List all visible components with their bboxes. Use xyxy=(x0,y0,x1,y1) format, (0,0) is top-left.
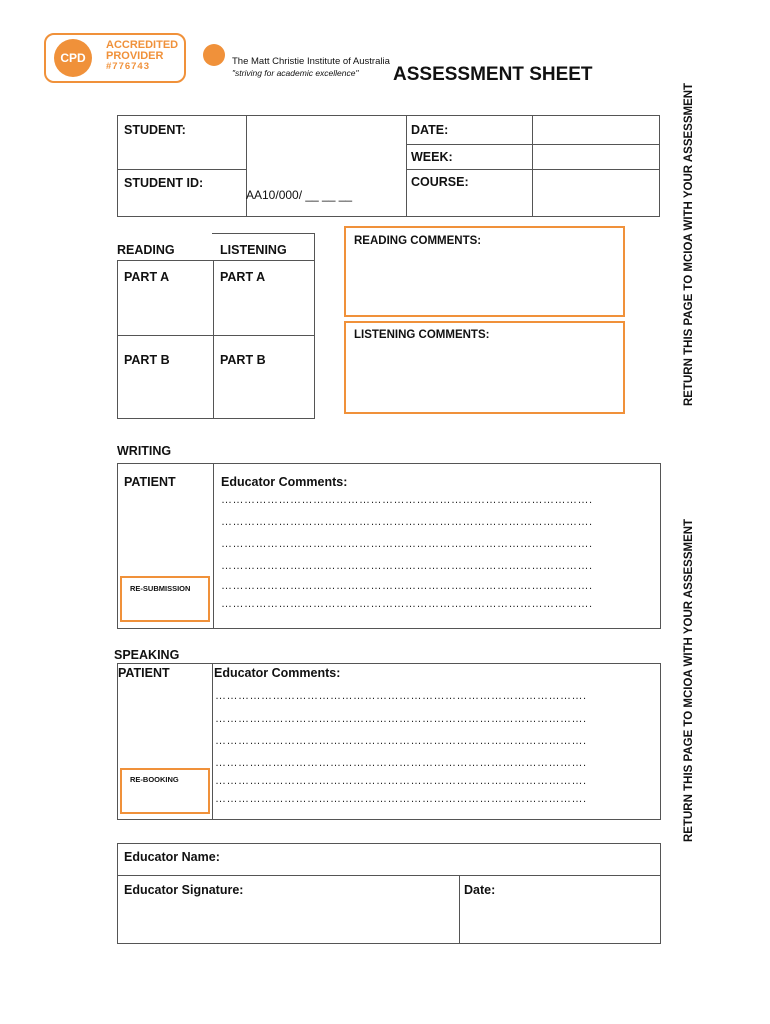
student-label: STUDENT: xyxy=(124,123,186,137)
side-return-notice-bottom: RETURN THIS PAGE TO MCIOA WITH YOUR ASSESSMENT xyxy=(683,518,695,842)
resubmission-label: RE-SUBMISSION xyxy=(130,584,191,593)
listening-heading: LISTENING xyxy=(220,243,287,257)
speaking-comment-line[interactable]: ……………………………………………………………………………………. xyxy=(215,735,587,747)
educator-name-field[interactable] xyxy=(230,844,660,874)
week-label: WEEK: xyxy=(411,150,453,164)
rebooking-label: RE-BOOKING xyxy=(130,775,179,784)
course-label: COURSE: xyxy=(411,175,469,189)
signoff-date-label: Date: xyxy=(464,883,496,897)
reading-heading: READING xyxy=(117,243,175,257)
speaking-comment-line[interactable]: ……………………………………………………………………………………. xyxy=(215,690,587,702)
student-field[interactable] xyxy=(246,116,404,168)
writing-comment-line[interactable]: ……………………………………………………………………………………. xyxy=(221,598,593,610)
reading-part-b: PART B xyxy=(124,353,170,367)
date-label: DATE: xyxy=(411,123,449,137)
institute-logo-icon xyxy=(203,44,225,66)
speaking-comment-line[interactable]: ……………………………………………………………………………………. xyxy=(215,757,587,769)
educator-name-label: Educator Name: xyxy=(124,850,220,864)
writing-comment-line[interactable]: ……………………………………………………………………………………. xyxy=(221,538,593,550)
speaking-comment-line[interactable]: ……………………………………………………………………………………. xyxy=(215,775,587,787)
cpd-logo-icon: CPD xyxy=(54,39,92,77)
resubmission-box[interactable] xyxy=(120,576,210,622)
badge-number: #776743 xyxy=(106,61,150,72)
writing-comment-line[interactable]: ……………………………………………………………………………………. xyxy=(221,580,593,592)
educator-signature-field[interactable] xyxy=(118,900,458,942)
writing-comment-line[interactable]: ……………………………………………………………………………………. xyxy=(221,516,593,528)
institute-tagline: "striving for academic excellence" xyxy=(232,68,359,78)
institute-name: The Matt Christie Institute of Australia xyxy=(232,56,390,67)
writing-patient-label: PATIENT xyxy=(124,475,176,489)
student-id-field[interactable]: AA10/000/ __ __ __ xyxy=(246,188,353,202)
speaking-heading: SPEAKING xyxy=(114,648,180,662)
page-title: ASSESSMENT SHEET xyxy=(393,64,593,85)
speaking-patient-label: PATIENT xyxy=(118,666,170,680)
speaking-comment-line[interactable]: ……………………………………………………………………………………. xyxy=(215,713,587,725)
speaking-comment-line[interactable]: ……………………………………………………………………………………. xyxy=(215,793,587,805)
listening-comments-label: LISTENING COMMENTS: xyxy=(354,329,490,341)
reading-part-a: PART A xyxy=(124,270,170,284)
reading-comments-label: READING COMMENTS: xyxy=(354,235,482,247)
badge-accredited-text: ACCREDITED PROVIDER xyxy=(106,39,179,62)
writing-comment-line[interactable]: ……………………………………………………………………………………. xyxy=(221,494,593,506)
course-field[interactable] xyxy=(533,169,659,216)
listening-part-a: PART A xyxy=(220,270,266,284)
student-id-label: STUDENT ID: xyxy=(124,176,204,190)
signoff-date-field[interactable] xyxy=(460,900,660,942)
date-field[interactable] xyxy=(533,116,659,143)
writing-educator-comments-label: Educator Comments: xyxy=(221,475,348,489)
listening-part-b: PART B xyxy=(220,353,266,367)
cpd-accredited-badge xyxy=(44,33,186,83)
educator-signature-label: Educator Signature: xyxy=(124,883,244,897)
week-field[interactable] xyxy=(533,144,659,168)
writing-comment-line[interactable]: ……………………………………………………………………………………. xyxy=(221,560,593,572)
speaking-educator-comments-label: Educator Comments: xyxy=(214,666,341,680)
side-return-notice-top: RETURN THIS PAGE TO MCIOA WITH YOUR ASSESSMENT xyxy=(683,82,695,406)
writing-heading: WRITING xyxy=(117,444,172,458)
